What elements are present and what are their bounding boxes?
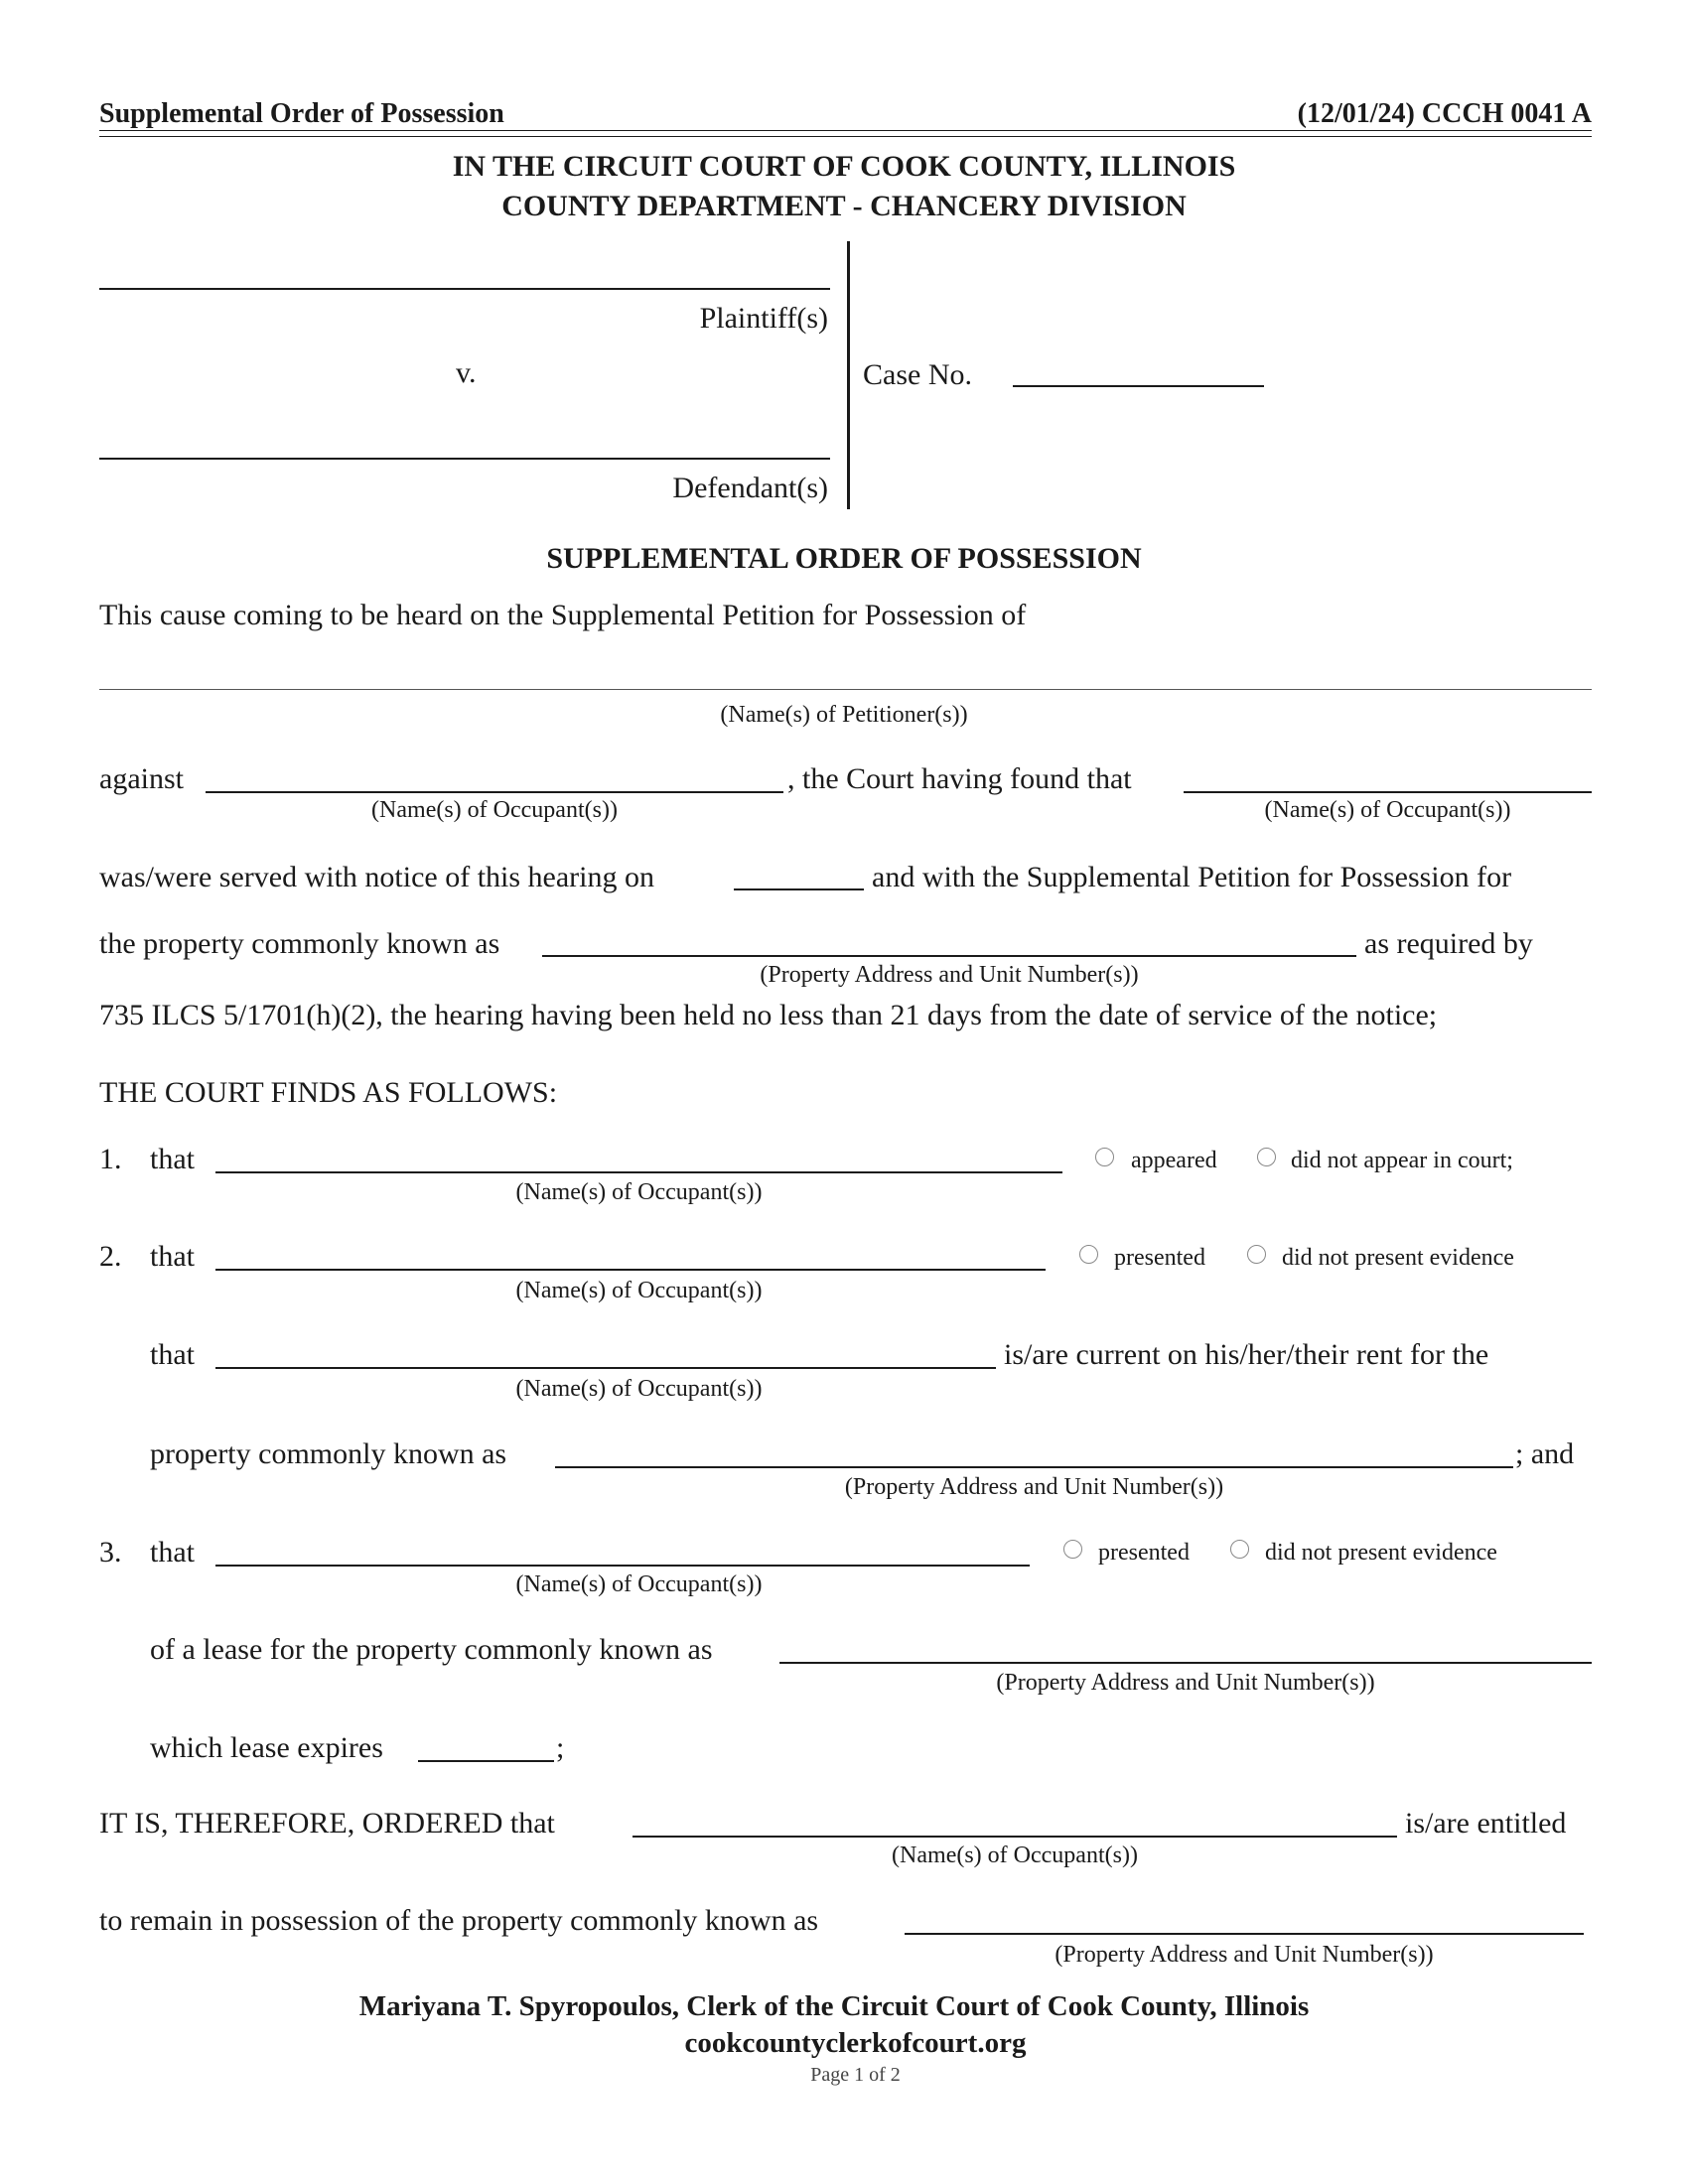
property-known-label: the property commonly known as (99, 927, 500, 960)
order-title: SUPPLEMENTAL ORDER OF POSSESSION (546, 542, 1142, 575)
finding-1-that: that (150, 1143, 195, 1175)
did-not-present-label-1: did not present evidence (1282, 1245, 1514, 1271)
property-caption-4: (Property Address and Unit Number(s)) (1055, 1942, 1434, 1968)
finding-2-that: that (150, 1240, 195, 1273)
property-address-field-2[interactable] (555, 1466, 1513, 1468)
property-address-field-4[interactable] (905, 1933, 1584, 1935)
served-text-b: and with the Supplemental Petition for Possession for (872, 861, 1512, 893)
occupant-name-field-3[interactable] (215, 1171, 1062, 1173)
did-not-present-radio-1[interactable] (1247, 1245, 1266, 1264)
appeared-label: appeared (1131, 1148, 1217, 1173)
remain-label: to remain in possession of the property commonly known as (99, 1904, 819, 1937)
case-no-label: Case No. (863, 358, 972, 391)
versus-label: v. (456, 356, 477, 389)
presented-label-1: presented (1114, 1245, 1205, 1271)
lease-expires-label: which lease expires (150, 1731, 383, 1764)
and-label: ; and (1515, 1437, 1575, 1470)
lease-for-label: of a lease for the property commonly known as (150, 1633, 713, 1666)
case-number-field[interactable] (1013, 385, 1264, 387)
occupant-caption-5: (Name(s) of Occupant(s)) (515, 1376, 763, 1402)
served-text-a: was/were served with notice of this hearing on (99, 861, 654, 893)
occupant-caption-4: (Name(s) of Occupant(s)) (515, 1278, 763, 1303)
header-rule-1 (99, 130, 1592, 131)
court-finds-heading: THE COURT FINDS AS FOLLOWS: (99, 1076, 558, 1109)
header-rule-2 (99, 136, 1592, 137)
petitioner-name-field[interactable] (99, 689, 1592, 690)
occupant-name-field-5[interactable] (215, 1367, 996, 1369)
court-found-label: , the Court having found that (787, 762, 1132, 795)
service-date-field[interactable] (734, 888, 864, 890)
against-label: against (99, 762, 184, 795)
defendant-label: Defendant(s) (672, 472, 828, 504)
plaintiff-label: Plaintiff(s) (699, 302, 828, 335)
finding-3-that: that (150, 1536, 195, 1569)
current-rent-label: is/are current on his/her/their rent for the (1004, 1338, 1489, 1371)
did-not-present-radio-2[interactable] (1230, 1540, 1249, 1559)
presented-radio-1[interactable] (1079, 1245, 1098, 1264)
presented-radio-2[interactable] (1063, 1540, 1082, 1559)
occupant-caption-1: (Name(s) of Occupant(s)) (371, 797, 618, 823)
did-not-appear-label: did not appear in court; (1291, 1148, 1513, 1173)
presented-label-2: presented (1098, 1540, 1190, 1566)
property-caption-2: (Property Address and Unit Number(s)) (844, 1474, 1224, 1500)
statute-text: 735 ILCS 5/1701(h)(2), the hearing having been held no less than 21 days from the date of service of the notice; (99, 999, 1438, 1031)
entitled-label: is/are entitled (1405, 1807, 1567, 1840)
page-number: Page 1 of 2 (810, 2064, 901, 2086)
court-division: COUNTY DEPARTMENT - CHANCERY DIVISION (501, 190, 1187, 222)
occupant-caption-7: (Name(s) of Occupant(s)) (892, 1843, 1138, 1868)
appeared-radio[interactable] (1095, 1148, 1114, 1166)
property-address-field-3[interactable] (779, 1662, 1592, 1664)
property-caption-3: (Property Address and Unit Number(s)) (996, 1670, 1375, 1696)
did-not-appear-radio[interactable] (1257, 1148, 1276, 1166)
petitioner-caption: (Name(s) of Petitioner(s)) (720, 702, 968, 728)
finding-3-number: 3. (99, 1536, 122, 1569)
clerk-name: Mariyana T. Spyropoulos, Clerk of the Circuit Court of Cook County, Illinois (358, 1990, 1310, 2022)
occupant-caption-3: (Name(s) of Occupant(s)) (515, 1179, 763, 1205)
did-not-present-label-2: did not present evidence (1265, 1540, 1497, 1566)
plaintiff-name-field[interactable] (99, 288, 830, 290)
property-address-field-1[interactable] (542, 955, 1356, 957)
intro-text: This cause coming to be heard on the Supplemental Petition for Possession of (99, 599, 1027, 631)
lease-expiration-field[interactable] (418, 1760, 554, 1762)
clerk-website[interactable]: cookcountyclerkofcourt.org (684, 2027, 1027, 2059)
occupant-caption-2: (Name(s) of Occupant(s)) (1264, 797, 1511, 823)
occupant-name-field-7[interactable] (633, 1836, 1397, 1838)
as-required-label: as required by (1364, 927, 1533, 960)
caption-divider (847, 241, 850, 509)
finding-2b-that: that (150, 1338, 195, 1371)
finding-1-number: 1. (99, 1143, 122, 1175)
property-known-label-2: property commonly known as (150, 1437, 507, 1470)
occupant-caption-6: (Name(s) of Occupant(s)) (515, 1571, 763, 1597)
ordered-that-label: IT IS, THEREFORE, ORDERED that (99, 1807, 555, 1840)
occupant-name-field-4[interactable] (215, 1269, 1046, 1271)
occupant-name-field-6[interactable] (215, 1565, 1030, 1567)
finding-2-number: 2. (99, 1240, 122, 1273)
form-code: (12/01/24) CCCH 0041 A (1297, 98, 1592, 129)
lease-expires-semicolon: ; (556, 1731, 565, 1764)
court-name: IN THE CIRCUIT COURT OF COOK COUNTY, ILLINOIS (452, 150, 1236, 183)
occupant-name-field-2[interactable] (1184, 791, 1592, 793)
form-title: Supplemental Order of Possession (99, 98, 504, 129)
defendant-name-field[interactable] (99, 458, 830, 460)
occupant-name-field-1[interactable] (206, 791, 783, 793)
property-caption-1: (Property Address and Unit Number(s)) (760, 962, 1139, 988)
